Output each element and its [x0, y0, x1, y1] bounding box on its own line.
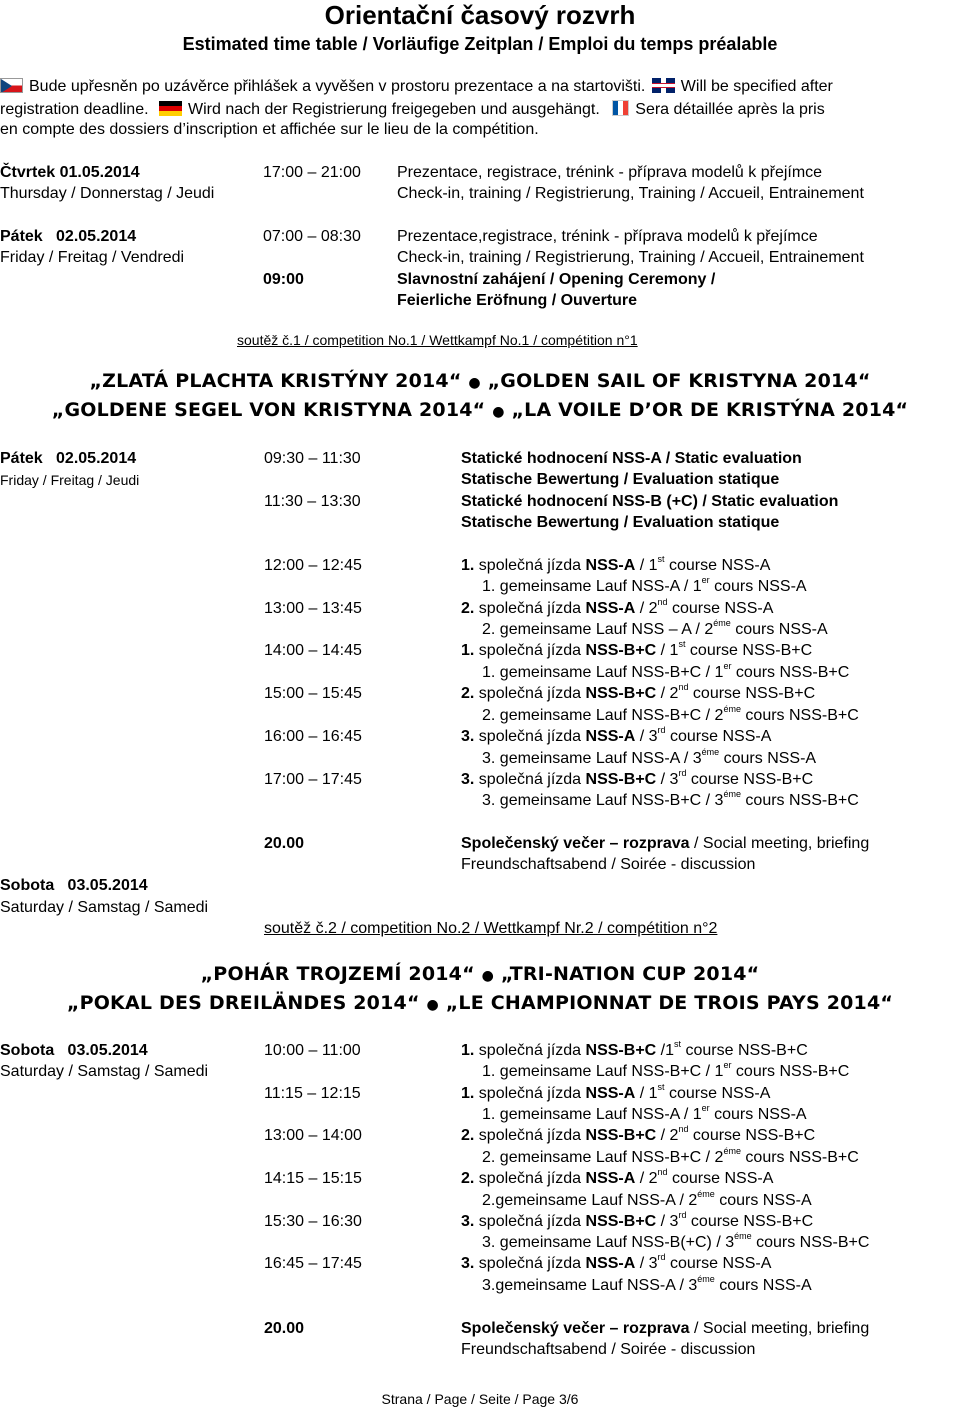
race-translation: 1. gemeinsame Lauf NSS-B+C / 1er cours NSS-B+C: [482, 1060, 850, 1080]
thursday-time: 17:00 – 21:00: [263, 164, 361, 181]
friday-time-2: 09:00: [263, 271, 304, 288]
comp1-date-translation: Friday / Freitag / Jeudi: [0, 472, 140, 488]
competition-2-title-line-2: [0, 994, 960, 1013]
evening-event-bold: Společenský večer – rozprava: [461, 835, 690, 852]
race-title: 1. společná jízda NSS-B+C / 1st course NSS-B+C: [461, 639, 813, 659]
race-translation: 3. gemeinsame Lauf $NSS-B+C / 3^{éme}$ cours NSS-B+C: [482, 789, 859, 809]
race-time: 11:15 – 12:15: [264, 1085, 361, 1102]
page-subtitle: Estimated time table / Vorläufige Zeitplan / Emploi du temps préalable: [182, 34, 778, 54]
page-number: Strana / Page / Seite / Page 3/6: [381, 1391, 579, 1407]
gb-flag-icon: [652, 78, 675, 93]
static-eval-nss-b-translation: Statische Bewertung / Evaluation statique: [461, 514, 780, 531]
race-time: 15:00 – 15:45: [264, 685, 362, 702]
evening-event-translation: Freundschaftsabend / Soirée - discussion: [461, 856, 756, 873]
race-title: 2. společná jízda NSS-A / 2nd course NSS-A: [461, 1167, 774, 1187]
race-time: 10:00 – 11:00: [264, 1042, 361, 1059]
race-time: 13:00 – 13:45: [264, 600, 362, 617]
comp1-title-cz: „ZLATÁ PLACHTA KRISTÝNY 2014“: [89, 370, 462, 392]
saturday-date: Sobota 03.05.2014: [0, 877, 148, 894]
race-translation: 3.gemeinsame Lauf $NSS-A / 3^{éme}$ cours NSS-A: [482, 1274, 812, 1294]
race-title: 1. společná jízda NSS-A / 1st course NSS-A: [461, 554, 771, 574]
comp2-title-cz: „POHÁR TROJZEMÍ 2014“: [200, 963, 475, 985]
thursday-date: Čtvrtek 01.05.2014: [0, 164, 140, 181]
race-time: 14:15 – 15:15: [264, 1170, 362, 1187]
static-eval-nss-a: Statické hodnocení NSS-A / Static evaluation: [461, 450, 802, 467]
competition-2-title-line-1: [0, 965, 960, 984]
race-time: 12:00 – 12:45: [264, 557, 362, 574]
notice-fr-cont: en compte des dossiers d’inscription et affichée sur le lieu de la compétition.: [0, 121, 539, 138]
cz-flag-icon: [0, 78, 23, 93]
race-translation: 2. gemeinsame Lauf $NSS-B+C / 2^{éme}$ cours NSS-B+C: [482, 704, 859, 724]
race-time: 16:45 – 17:45: [264, 1255, 362, 1272]
notice-line-2: [0, 100, 825, 118]
race-translation: 3. gemeinsame Lauf $NSS-A / 3^{éme}$ cours NSS-A: [482, 747, 817, 767]
notice-en: Will be specified after: [680, 78, 833, 95]
comp2-title-de: „POKAL DES DREILÄNDES 2014“: [66, 992, 420, 1014]
competition-1-title-line-2: [0, 401, 960, 420]
race-time: 13:00 – 14:00: [264, 1127, 362, 1144]
bullet-icon: ●: [481, 968, 495, 984]
notice-line-1: [0, 78, 833, 95]
competition-2-label: soutěž č.2 / competition No.2 / Wettkampf Nr.2 / compétition n°2: [264, 920, 718, 937]
race-title: 3. společná jízda NSS-A / 3rd course NSS-A: [461, 1252, 772, 1272]
opening-ceremony-translation: Feierliche Eröfnung / Ouverture: [397, 292, 638, 309]
race-translation: 2. gemeinsame Lauf $NSS-B+C / 2^{éme}$ cours NSS-B+C: [482, 1146, 859, 1166]
thursday-date-translation: Thursday / Donnerstag / Jeudi: [0, 185, 215, 202]
evening-event-2-bold: Společenský večer – rozprava: [461, 1320, 690, 1337]
competition-1-title-line-1: [0, 372, 960, 391]
race-translation: 2.gemeinsame Lauf $NSS-A / 2^{éme}$ cours NSS-A: [482, 1189, 812, 1209]
bullet-icon: ●: [426, 997, 439, 1013]
bullet-icon: ●: [492, 404, 505, 420]
friday-date-translation: Friday / Freitag / Vendredi: [0, 249, 185, 266]
page-title: Orientační časový rozvrh: [324, 0, 636, 30]
race-title: 3. společná jízda NSS-A / 3rd course NSS-A: [461, 725, 772, 745]
comp1-title-en: „GOLDEN SAIL OF KRISTYNA 2014“: [487, 370, 871, 392]
race-title: 1. společná jízda NSS-A / 1st course NSS-A: [461, 1082, 771, 1102]
race-title: 3. společná jízda NSS-B+C / 3rd course NSS-B+C: [461, 1210, 814, 1230]
notice-de: Wird nach der Registrierung freigegeben und ausgehängt.: [188, 101, 600, 118]
race-translation: 2. gemeinsame Lauf NSS – A / $2^{éme}$ cours NSS-A: [482, 618, 828, 638]
static-eval-nss-b: Statické hodnocení NSS-B (+C) / Static evaluation: [461, 493, 839, 510]
evening-time-2: 20.00: [264, 1320, 305, 1337]
friday-date: Pátek 02.05.2014: [0, 228, 137, 245]
evening-event-rest: / Social meeting, briefing: [689, 835, 870, 852]
race-title: 2. společná jízda NSS-A / 2nd course NSS-A: [461, 597, 774, 617]
friday-activity-1-translation: Check-in, training / Registrierung, Training / Accueil, Entrainement: [397, 249, 864, 266]
race-title: 2. společná jízda NSS-B+C / 2nd course NSS-B+C: [461, 682, 816, 702]
friday-time-1: 07:00 – 08:30: [263, 228, 361, 245]
static-time-1: 09:30 – 11:30: [264, 450, 361, 467]
race-translation: 1. gemeinsame Lauf NSS-A / 1er cours NSS-A: [482, 575, 807, 595]
comp2-date: Sobota 03.05.2014: [0, 1042, 148, 1059]
fr-flag-icon: [612, 100, 629, 116]
evening-time: 20.00: [264, 835, 305, 852]
comp1-title-fr: „LA VOILE D’OR DE KRISTÝNA 2014“: [511, 399, 909, 421]
thursday-activity: Prezentace, registrace, trénink - příprava modelů k přejímce: [397, 164, 823, 181]
friday-activity-1: Prezentace,registrace, trénink - příprava modelů k přejímce: [397, 228, 818, 245]
race-translation: 1. gemeinsame Lauf NSS-B+C / 1er cours NSS-B+C: [482, 661, 850, 681]
evening-event: [461, 836, 869, 852]
race-time: 15:30 – 16:30: [264, 1213, 362, 1230]
comp1-date: Pátek 02.05.2014: [0, 450, 137, 467]
race-time: 14:00 – 14:45: [264, 642, 362, 659]
race-translation: 1. gemeinsame Lauf NSS-A / 1er cours NSS-A: [482, 1103, 807, 1123]
saturday-date-translation: Saturday / Samstag / Samedi: [0, 899, 209, 916]
notice-cz: Bude upřesněn po uzávěrce přihlášek a vyvěšen v prostoru prezentace a na startovišti.: [29, 78, 646, 95]
static-time-2: 11:30 – 13:30: [264, 493, 361, 510]
de-flag-icon: [159, 101, 182, 116]
opening-ceremony: Slavnostní zahájení / Opening Ceremony /: [397, 271, 716, 288]
competition-1-label: soutěž č.1 / competition No.1 / Wettkampf No.1 / compétition n°1: [237, 332, 638, 348]
race-title: 2. společná jízda NSS-B+C / 2nd course NSS-B+C: [461, 1124, 816, 1144]
comp1-title-de: „GOLDENE SEGEL VON KRISTYNA 2014“: [51, 399, 486, 421]
comp2-title-fr: „LE CHAMPIONNAT DE TROIS PAYS 2014“: [445, 992, 894, 1014]
bullet-icon: ●: [468, 375, 481, 391]
static-eval-nss-a-translation: Statische Bewertung / Evaluation statique: [461, 471, 780, 488]
notice-fr: Sera détaillée après la pris: [635, 101, 825, 118]
evening-event-2: [461, 1321, 869, 1337]
thursday-activity-translation: Check-in, training / Registrierung, Training / Accueil, Entrainement: [397, 185, 864, 202]
race-translation: 3. gemeinsame Lauf $NSS-B(+C) / 3^{éme}$ cours NSS-B+C: [482, 1231, 870, 1251]
race-time: 16:00 – 16:45: [264, 728, 362, 745]
evening-event-2-rest: / Social meeting, briefing: [689, 1320, 870, 1337]
comp2-date-translation: Saturday / Samstag / Samedi: [0, 1063, 209, 1080]
race-time: 17:00 – 17:45: [264, 771, 362, 788]
race-title: 1. společná jízda NSS-B+C /1st course NSS-B+C: [461, 1039, 808, 1059]
comp2-title-en: „TRI-NATION CUP 2014“: [500, 963, 760, 985]
notice-en-cont: registration deadline.: [0, 101, 149, 118]
evening-event-2-translation: Freundschaftsabend / Soirée - discussion: [461, 1341, 756, 1358]
race-title: 3. společná jízda NSS-B+C / 3rd course NSS-B+C: [461, 768, 814, 788]
